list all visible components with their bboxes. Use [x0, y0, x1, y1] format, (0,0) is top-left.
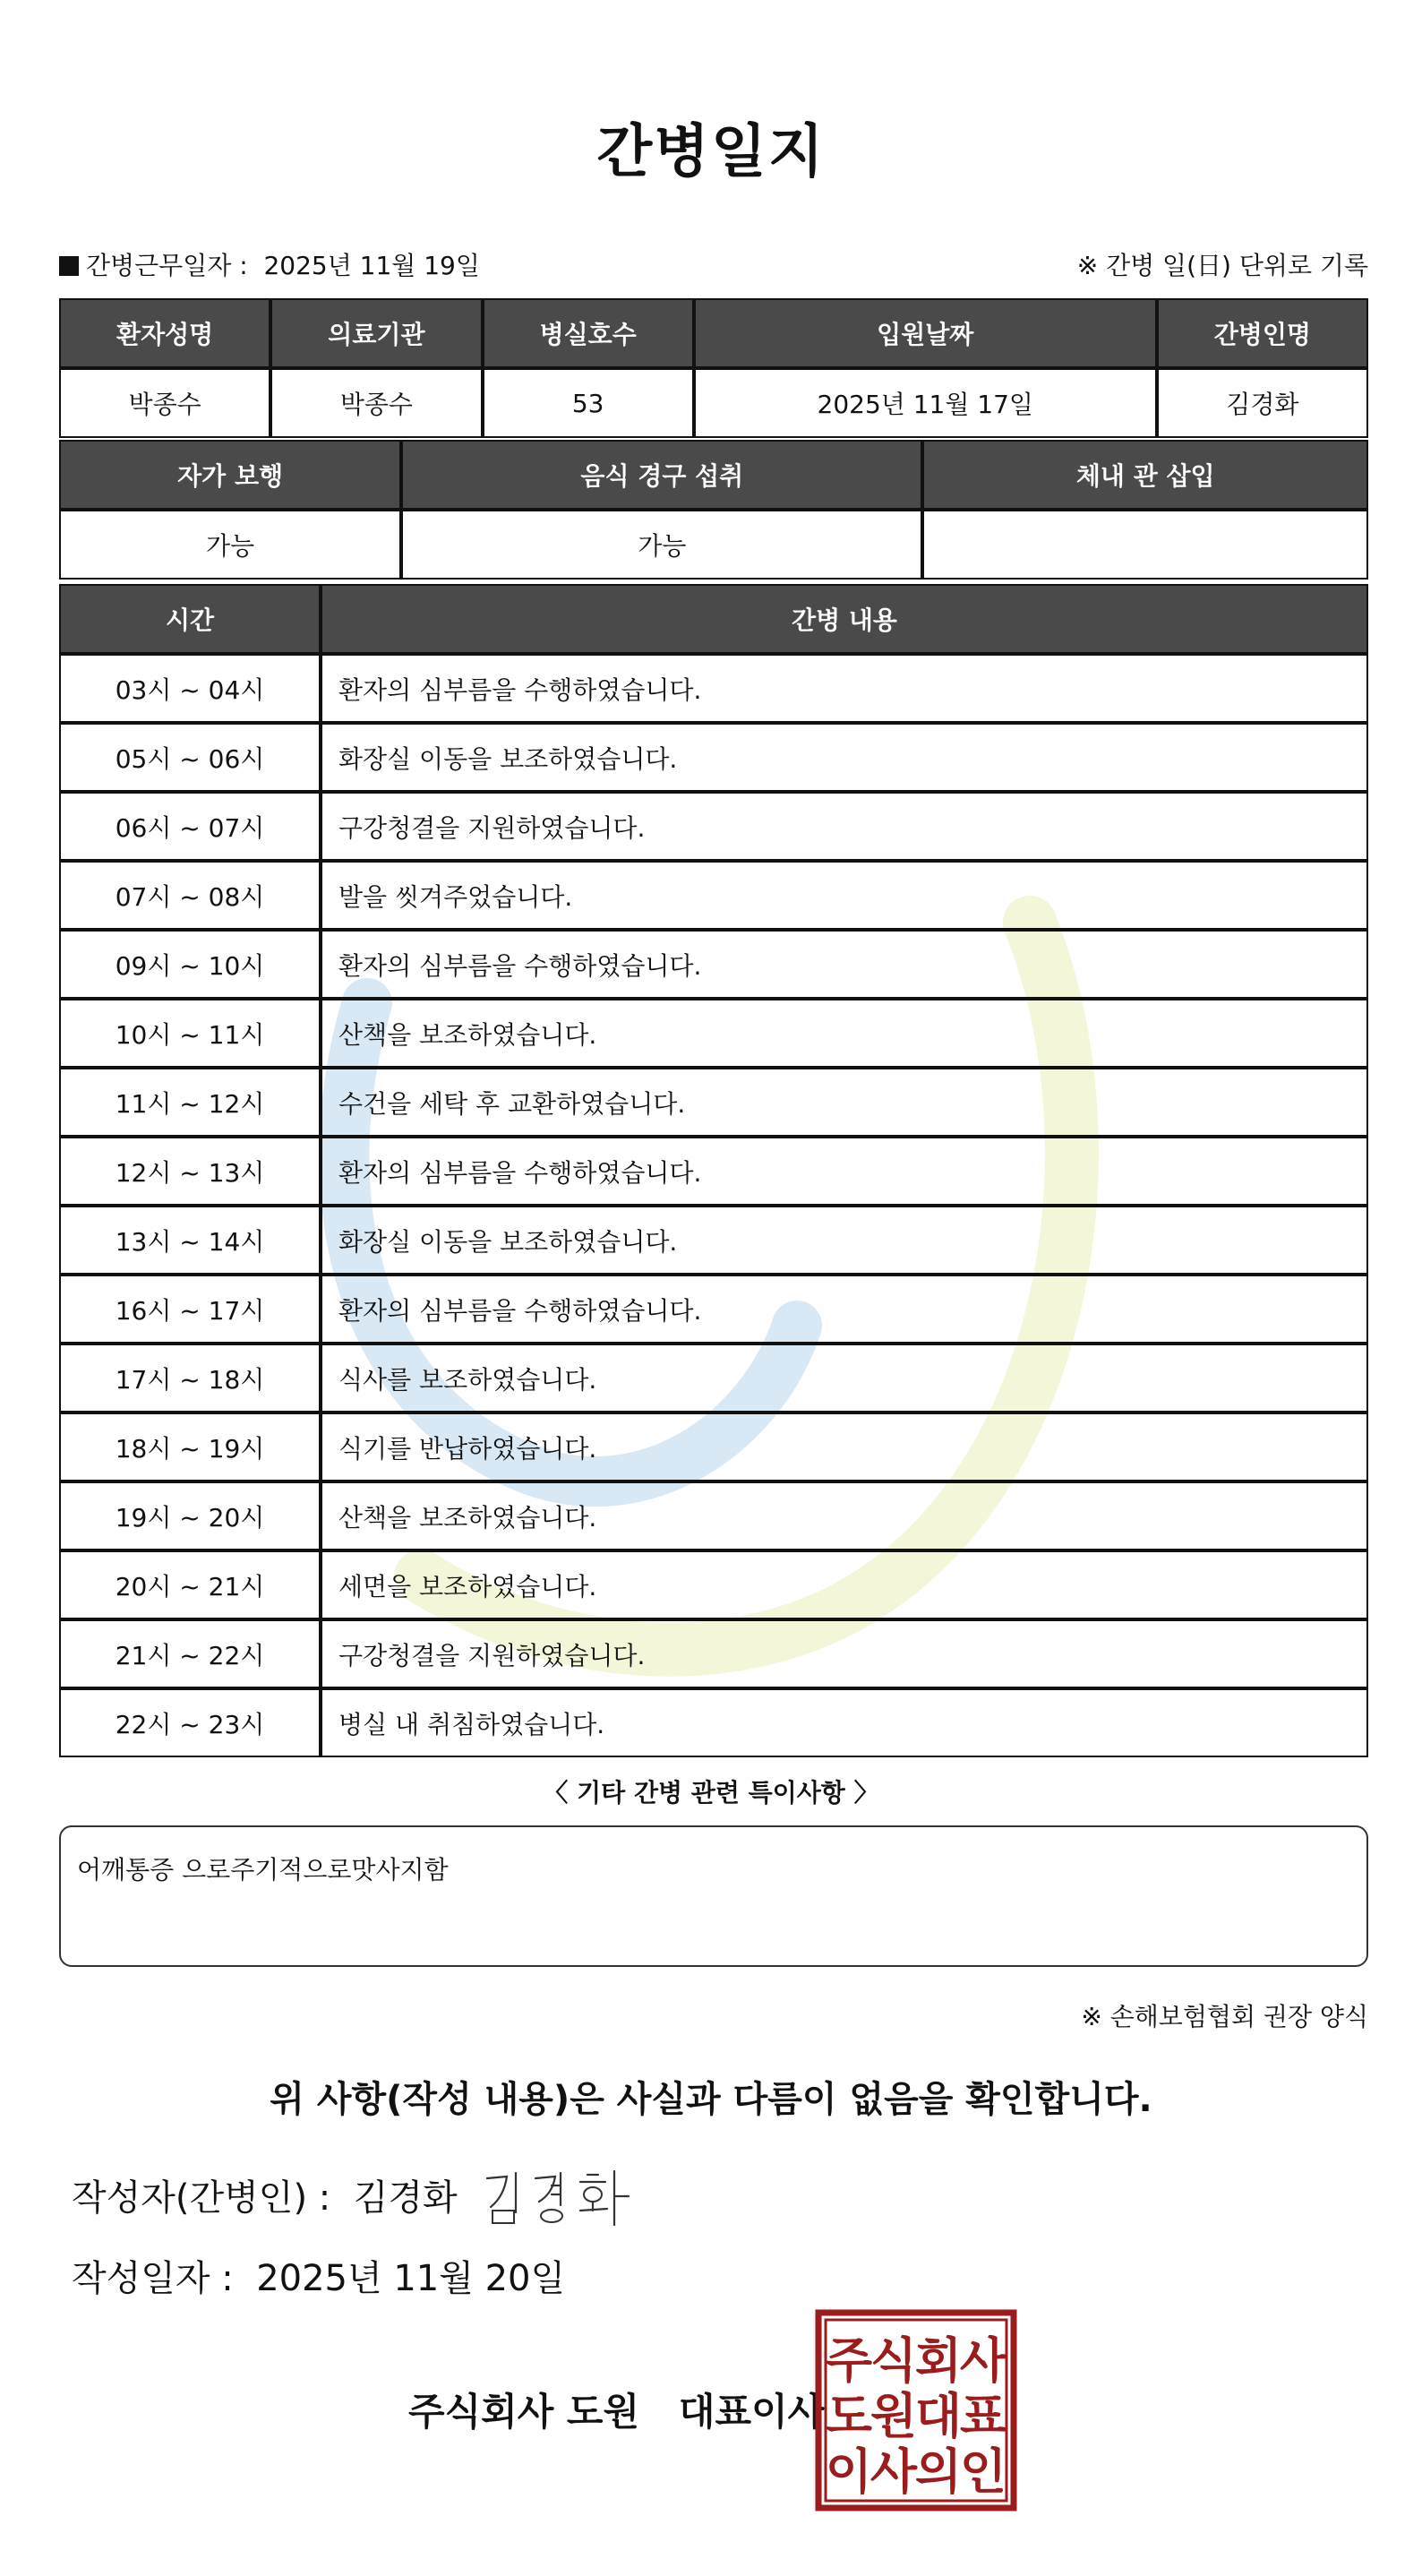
oral-intake-value: 가능	[401, 510, 922, 580]
caregiver-name-value: 김경화	[1157, 368, 1368, 438]
work-date-line	[59, 246, 480, 282]
form-note: ※ 손해보험협회 권장 양식	[1081, 2002, 1368, 2031]
care-log-time: 05시 ~ 06시	[59, 723, 321, 792]
header-hospital: 의료기관	[270, 298, 482, 368]
handwritten-signature	[480, 2166, 650, 2228]
patient-status-table	[59, 440, 1368, 580]
care-log-row	[59, 723, 1368, 792]
care-log-content: 화장실 이동을 보조하였습니다.	[321, 1206, 1368, 1275]
care-log-row	[59, 654, 1368, 723]
care-log-time: 06시 ~ 07시	[59, 792, 321, 861]
written-date-value: 2025년 11월 20일	[256, 2258, 566, 2299]
svg-text:주: 주	[825, 2332, 873, 2389]
care-log-content: 산책을 보조하였습니다.	[321, 999, 1368, 1068]
care-log-time: 19시 ~ 20시	[59, 1481, 321, 1550]
care-log-time: 13시 ~ 14시	[59, 1206, 321, 1275]
care-log-row	[59, 792, 1368, 861]
care-log-content: 환자의 심부름을 수행하였습니다.	[321, 1275, 1368, 1344]
care-log-content: 환자의 심부름을 수행하였습니다.	[321, 1137, 1368, 1206]
header-patient-name: 환자성명	[59, 298, 270, 368]
writer-name: 김경화	[353, 2177, 458, 2219]
patient-info-value-row	[59, 368, 1368, 438]
svg-text:사: 사	[959, 2332, 1007, 2389]
svg-text:표: 표	[959, 2388, 1007, 2444]
care-log-header-row	[59, 584, 1368, 654]
patient-info-table	[59, 298, 1368, 438]
care-log-content: 산책을 보조하였습니다.	[321, 1481, 1368, 1550]
svg-text:이: 이	[825, 2443, 873, 2500]
notes-title: 〈 기타 간병 관련 특이사항 〉	[543, 1778, 879, 1807]
care-log-time: 12시 ~ 13시	[59, 1137, 321, 1206]
company-representative	[408, 2383, 824, 2436]
care-log-content: 발을 씻겨주었습니다.	[321, 861, 1368, 930]
care-log-row	[59, 1481, 1368, 1550]
written-date-label: 작성일자 :	[72, 2258, 234, 2299]
square-bullet-icon	[59, 256, 79, 276]
care-log-content: 병실 내 취침하였습니다.	[321, 1688, 1368, 1757]
svg-text:도: 도	[825, 2388, 873, 2444]
admission-date-value: 2025년 11월 17일	[694, 368, 1157, 438]
svg-text:인: 인	[959, 2443, 1007, 2500]
care-log-content: 세면을 보조하였습니다.	[321, 1550, 1368, 1619]
header-time: 시간	[59, 584, 321, 654]
care-log-row	[59, 1550, 1368, 1619]
svg-text:대: 대	[914, 2388, 963, 2444]
tube-insertion-value	[922, 510, 1368, 580]
notes-box	[59, 1825, 1368, 1967]
care-log-row	[59, 1413, 1368, 1481]
care-log-row	[59, 1137, 1368, 1206]
care-log-content: 환자의 심부름을 수행하였습니다.	[321, 930, 1368, 999]
header-care-content: 간병 내용	[321, 584, 1368, 654]
svg-text:사: 사	[869, 2443, 918, 2500]
status-header-row	[59, 440, 1368, 510]
writer-label: 작성자(간병인) :	[72, 2177, 331, 2219]
care-log-content: 구강청결을 지원하였습니다.	[321, 1619, 1368, 1688]
header-tube-insertion: 체내 관 삽입	[922, 440, 1368, 510]
care-log-time: 22시 ~ 23시	[59, 1688, 321, 1757]
company-seal-stamp	[815, 2309, 1017, 2512]
patient-info-header-row	[59, 298, 1368, 368]
svg-text:식: 식	[869, 2332, 918, 2389]
care-log-time: 16시 ~ 17시	[59, 1275, 321, 1344]
confirmation-statement: 위 사항(작성 내용)은 사실과 다름이 없음을 확인합니다.	[270, 2079, 1152, 2120]
room-number-value: 53	[483, 368, 694, 438]
care-log-time: 18시 ~ 19시	[59, 1413, 321, 1481]
header-admission-date: 입원날짜	[694, 298, 1157, 368]
care-log-row	[59, 1688, 1368, 1757]
care-log-time: 09시 ~ 10시	[59, 930, 321, 999]
care-log-row	[59, 1068, 1368, 1137]
status-value-row	[59, 510, 1368, 580]
header-caregiver-name: 간병인명	[1157, 298, 1368, 368]
company-name: 주식회사 도원 대표이사	[408, 2390, 825, 2434]
work-date-label: 간병근무일자 :	[86, 251, 248, 280]
work-date-value: 2025년 11월 19일	[263, 251, 480, 280]
care-log-time: 17시 ~ 18시	[59, 1344, 321, 1413]
care-log-row	[59, 1275, 1368, 1344]
care-log-time: 20시 ~ 21시	[59, 1550, 321, 1619]
care-log-content: 식사를 보조하였습니다.	[321, 1344, 1368, 1413]
care-log-row	[59, 930, 1368, 999]
patient-name-value: 박종수	[59, 368, 270, 438]
svg-text:회: 회	[914, 2332, 963, 2389]
care-log-row	[59, 861, 1368, 930]
header-oral-intake: 음식 경구 섭취	[401, 440, 922, 510]
page-title: 간병일지	[596, 119, 826, 185]
written-date-line	[72, 2250, 565, 2301]
care-log-table	[59, 584, 1368, 1757]
notes-text: 어깨통증 으로주기적으로맛사지함	[77, 1855, 449, 1885]
care-log-row	[59, 1619, 1368, 1688]
header-self-walking: 자가 보행	[59, 440, 401, 510]
care-log-content: 수건을 세탁 후 교환하였습니다.	[321, 1068, 1368, 1137]
care-log-content: 화장실 이동을 보조하였습니다.	[321, 723, 1368, 792]
care-log-time: 03시 ~ 04시	[59, 654, 321, 723]
care-log-time: 10시 ~ 11시	[59, 999, 321, 1068]
svg-text:원: 원	[869, 2388, 918, 2444]
header-room-number: 병실호수	[483, 298, 694, 368]
writer-line	[72, 2169, 458, 2220]
self-walking-value: 가능	[59, 510, 401, 580]
care-log-row	[59, 1344, 1368, 1413]
care-log-time: 07시 ~ 08시	[59, 861, 321, 930]
care-log-time: 11시 ~ 12시	[59, 1068, 321, 1137]
care-log-content: 구강청결을 지원하였습니다.	[321, 792, 1368, 861]
care-log-row	[59, 999, 1368, 1068]
hospital-value: 박종수	[270, 368, 482, 438]
care-log-content: 식기를 반납하였습니다.	[321, 1413, 1368, 1481]
care-log-row	[59, 1206, 1368, 1275]
care-log-content: 환자의 심부름을 수행하였습니다.	[321, 654, 1368, 723]
unit-note: ※ 간병 일(日) 단위로 기록	[1076, 251, 1368, 280]
care-log-time: 21시 ~ 22시	[59, 1619, 321, 1688]
svg-text:의: 의	[914, 2443, 963, 2500]
